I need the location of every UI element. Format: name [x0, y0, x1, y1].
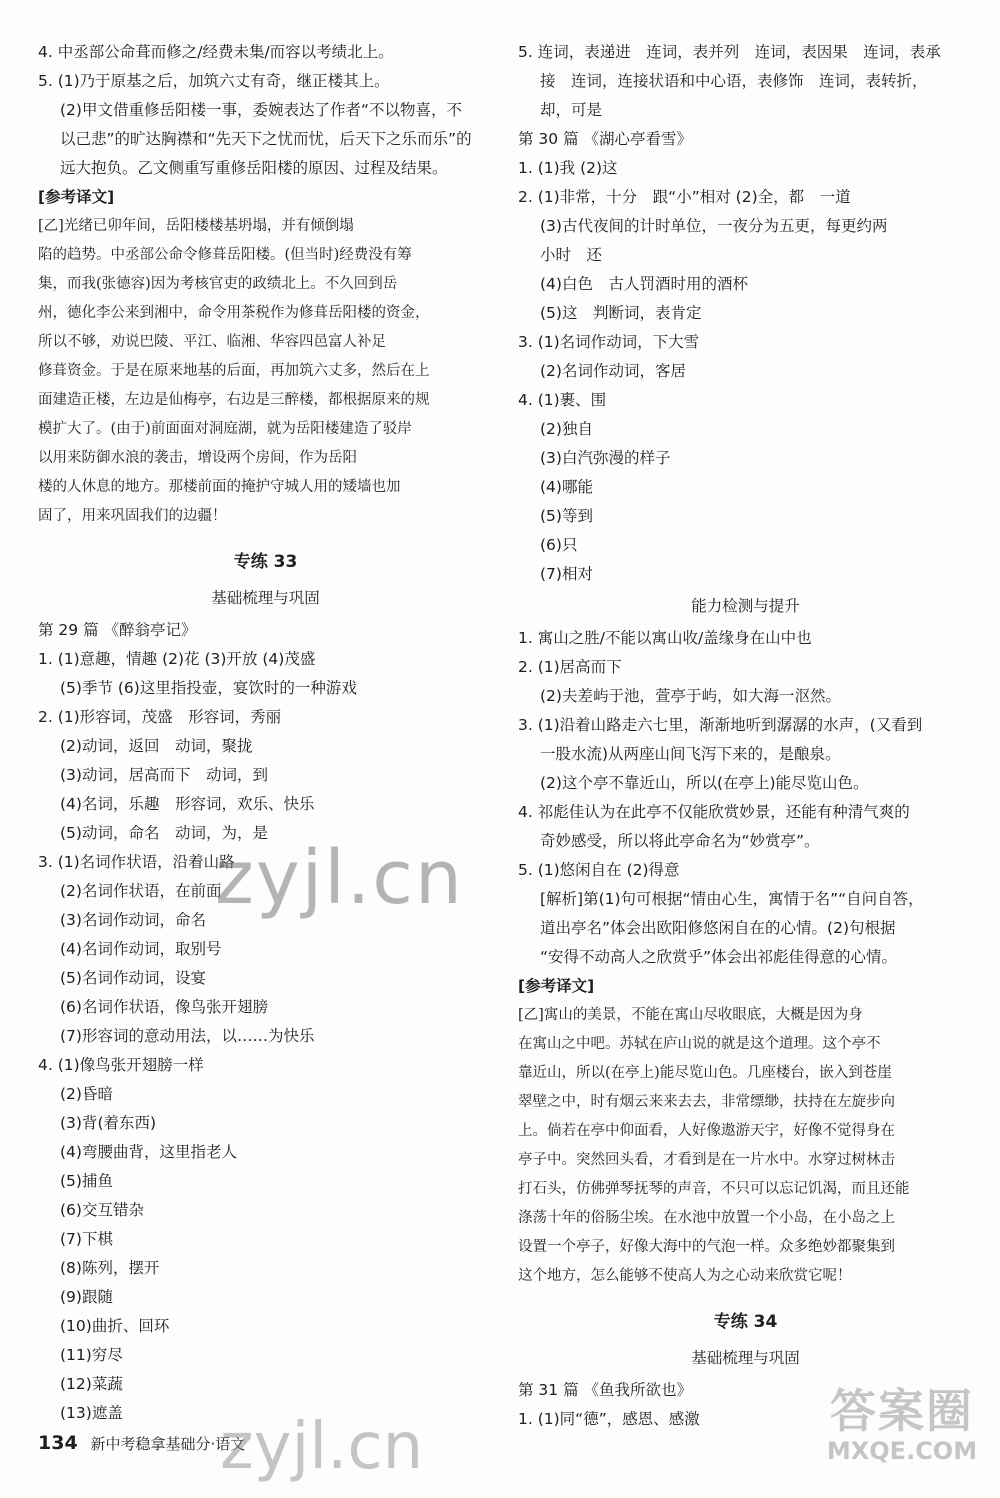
left-top-answers [38, 38, 493, 183]
subsection-ability-check: 能力检测与提升 [691, 597, 800, 615]
translation-line: 面建造正楼，左边是仙梅亭，右边是三醉楼，都根据原来的规 [38, 392, 430, 408]
answer-line: (2)昏暗 [60, 1085, 113, 1103]
answer-line: (8)陈列，摆开 [60, 1259, 160, 1277]
translation-line: 集，而我(张德容)因为考核官吏的政绩北上。不久回到岳 [38, 276, 398, 292]
answer-line: 以己悲”的旷达胸襟和“先天下之忧而忧，后天下之乐而乐”的 [60, 130, 472, 148]
page-number: 134 [38, 1432, 78, 1454]
answer-line: 小时 还 [540, 246, 603, 264]
translation-line: [乙]寓山的美景，不能在寓山尽收眼底，大概是因为身 [518, 1007, 863, 1023]
answer-line: (4)名词作动词，取别号 [60, 940, 222, 958]
answer-line: 3. (1)名词作状语，沿着山路 [38, 853, 235, 871]
answer-line: (7)相对 [540, 565, 593, 583]
answer-line: 2. (1)非常，十分 跟“小”相对 (2)全，都 一道 [518, 188, 851, 206]
answer-line: (12)菜蔬 [60, 1375, 123, 1393]
translation-line: 以用来防御水浪的袭击，增设两个房间，作为岳阳 [38, 450, 357, 466]
watermark-logo [822, 1385, 982, 1465]
answer-line: (3)古代夜间的计时单位，一夜分为五更，每更约两 [540, 217, 888, 235]
right-top-answers [518, 38, 973, 125]
answer-line: (5)捕鱼 [60, 1172, 113, 1190]
watermark-logo-url: MXQE.COM [826, 1437, 978, 1465]
answer-line: 4. (1)像鸟张开翅膀一样 [38, 1056, 204, 1074]
answer-line: (2)夫差屿于池，萱亭于屿，如大海一沤然。 [540, 687, 841, 705]
answer-line: (3)名词作动词，命名 [60, 911, 206, 929]
article-heading-31: 第 31 篇 《鱼我所欲也》 [518, 1381, 693, 1399]
translation-line: 州，德化李公来到湘中，命令用茶税作为修葺岳阳楼的资金， [38, 305, 430, 321]
reference-translation-label-2: [参考译文] [518, 977, 595, 995]
reference-translation-text-2 [518, 1001, 973, 1291]
answer-line: (6)交互错杂 [60, 1201, 144, 1219]
watermark-bottom: zyjl.cn [220, 1410, 424, 1484]
answer-line: (11)穷尽 [60, 1346, 123, 1364]
watermark-logo-text: 答案圈 [830, 1384, 974, 1438]
answer-list-29 [38, 645, 493, 1428]
answer-line: (7)形容词的意动用法，以……为快乐 [60, 1027, 315, 1045]
answer-line: (13)遮盖 [60, 1404, 123, 1422]
answer-line: 3. (1)名词作动词，下大雪 [518, 333, 700, 351]
answer-line: 4. (1)裹、围 [518, 391, 607, 409]
article-heading-30: 第 30 篇 《湖心亭看雪》 [518, 130, 693, 148]
answer-line: 3. (1)沿着山路走六七里，渐渐地听到潺潺的水声，(又看到 [518, 716, 923, 734]
answer-line: 5. (1)乃于原基之后，加筑六丈有奇，继正楼其上。 [38, 72, 390, 90]
translation-line: 陷的趋势。中丞部公命令修葺岳阳楼。(但当时)经费没有筹 [38, 247, 412, 263]
subsection-basic-review-2: 基础梳理与巩固 [691, 1349, 800, 1367]
page-footer [38, 1428, 245, 1458]
translation-line: 涤荡十年的俗肠尘埃。在水池中放置一个小岛，在小岛之上 [518, 1210, 895, 1226]
answer-line: 2. (1)形容词，茂盛 形容词，秀丽 [38, 708, 282, 726]
answer-line-31-1: 1. (1)同“德”，感恩、感激 [518, 1410, 700, 1428]
answer-line: (5)动词，命名 动词，为，是 [60, 824, 268, 842]
section-title-33: 专练 33 [233, 552, 298, 572]
translation-line: 这个地方，怎么能够不使高人为之心动来欣赏它呢！ [518, 1268, 852, 1284]
answer-line: (2)这个亭不靠近山，所以(在亭上)能尽览山色。 [540, 774, 869, 792]
answer-line: 接 连词，连接状语和中心语，表修饰 连词，表转折， [540, 72, 928, 90]
answer-line: (6)只 [540, 536, 578, 554]
answer-line: (2)名词作状语，在前面 [60, 882, 222, 900]
answer-list-30 [518, 154, 973, 589]
translation-line: 靠近山，所以(在亭上)能尽览山色。几座楼台，嵌入到苍崖 [518, 1065, 892, 1081]
translation-line: 模扩大了。(由于)前面面对洞庭湖，就为岳阳楼建造了驳岸 [38, 421, 412, 437]
subsection-basic-review: 基础梳理与巩固 [211, 589, 320, 607]
translation-line: 固了，用来巩固我们的边疆！ [38, 508, 227, 524]
translation-line: 设置一个亭子，好像大海中的气泡一样。众多绝妙都聚集到 [518, 1239, 895, 1255]
answer-line: 远大抱负。乙文侧重写重修岳阳楼的原因、过程及结果。 [60, 159, 448, 177]
answer-line: (3)白汽弥漫的样子 [540, 449, 671, 467]
answer-line: [解析]第(1)句可根据“情由心生，寓情于名”“自问自答， [540, 890, 924, 908]
answer-list-ability [518, 624, 973, 972]
answer-line: (5)这 判断词，表肯定 [540, 304, 702, 322]
translation-line: 上。倘若在亭中仰面看，人好像遨游天宇，好像不觉得身在 [518, 1123, 895, 1139]
article-heading-29: 第 29 篇 《醉翁亭记》 [38, 621, 197, 639]
book-title: 新中考稳拿基础分·语文 [90, 1435, 246, 1453]
answer-line: 4. 祁彪佳认为在此亭不仅能欣赏妙景，还能有种清气爽的 [518, 803, 910, 821]
translation-line: [乙]光绪已卯年间，岳阳楼楼基坍塌，并有倾倒塌 [38, 218, 354, 234]
answer-line: (6)名词作状语，像鸟张开翅膀 [60, 998, 268, 1016]
answer-line: (5)名词作动词，设宴 [60, 969, 206, 987]
answer-line: (4)哪能 [540, 478, 593, 496]
translation-line: 所以不够，劝说巴陵、平江、临湘、华容四邑富人补足 [38, 334, 386, 350]
answer-line: (2)动词，返回 动词，聚拢 [60, 737, 253, 755]
translation-line: 修葺资金。于是在原来地基的后面，再加筑六丈多，然后在上 [38, 363, 430, 379]
watermark-center: zyjl.cn [215, 835, 464, 921]
answer-line: 2. (1)居高而下 [518, 658, 622, 676]
answer-line: (5)等到 [540, 507, 593, 525]
answer-line: (5)季节 (6)这里指投壶，宴饮时的一种游戏 [60, 679, 357, 697]
answer-line: (2)甲文借重修岳阳楼一事，委婉表达了作者“不以物喜，不 [60, 101, 462, 119]
answer-line: 却，可是 [540, 101, 603, 119]
answer-line: 5. 连词，表递进 连词，表并列 连词，表因果 连词，表承 [518, 43, 941, 61]
answer-line: 奇妙感受，所以将此亭命名为“妙赏亭”。 [540, 832, 820, 850]
answer-line: 道出亭名”体会出欧阳修悠闲自在的心情。(2)句根据 [540, 919, 896, 937]
answer-line: (3)动词，居高而下 动词，到 [60, 766, 268, 784]
answer-line: 1. 寓山之胜/不能以寓山收/盖缘身在山中也 [518, 629, 812, 647]
answer-line: 5. (1)悠闲自在 (2)得意 [518, 861, 680, 879]
reference-translation-label: [参考译文] [38, 188, 115, 206]
answer-line: (2)独自 [540, 420, 593, 438]
right-column [518, 38, 973, 1434]
translation-line: 楼的人休息的地方。那楼前面的掩护守城人用的矮墙也加 [38, 479, 401, 495]
translation-line: 亭子中。突然回头看，才看到是在一片水中。水穿过树林击 [518, 1152, 895, 1168]
section-title-34: 专练 34 [713, 1312, 778, 1332]
answer-line: (10)曲折、回环 [60, 1317, 170, 1335]
answer-line: (4)弯腰曲背，这里指老人 [60, 1143, 237, 1161]
answer-line: 1. (1)我 (2)这 [518, 159, 618, 177]
translation-line: 翠壁之中，时有烟云来来去去，非常缥缈，扶持在左旋步向 [518, 1094, 895, 1110]
answer-line: (4)名词，乐趣 形容词，欢乐、快乐 [60, 795, 315, 813]
translation-line: 打石头，仿佛弹琴抚琴的声音，不只可以忘记饥渴，而且还能 [518, 1181, 910, 1197]
answer-line: 4. 中丞部公命葺而修之/经费未集/而容以考绩北上。 [38, 43, 394, 61]
translation-line: 在寓山之中吧。苏轼在庐山说的就是这个道理。这个亭不 [518, 1036, 881, 1052]
answer-line: (3)背(着东西) [60, 1114, 157, 1132]
answer-line: 一股水流)从两座山间飞泻下来的，是酿泉。 [540, 745, 841, 763]
answer-line: “安得不动高人之欣赏乎”体会出祁彪佳得意的心情。 [540, 948, 898, 966]
answer-line: 1. (1)意趣，情趣 (2)花 (3)开放 (4)茂盛 [38, 650, 316, 668]
answer-line: (4)白色 古人罚酒时用的酒杯 [540, 275, 748, 293]
reference-translation-text [38, 212, 493, 531]
answer-line: (9)跟随 [60, 1288, 113, 1306]
left-column [38, 38, 493, 1428]
answer-line: (2)名词作动词，客居 [540, 362, 686, 380]
answer-line: (7)下棋 [60, 1230, 113, 1248]
